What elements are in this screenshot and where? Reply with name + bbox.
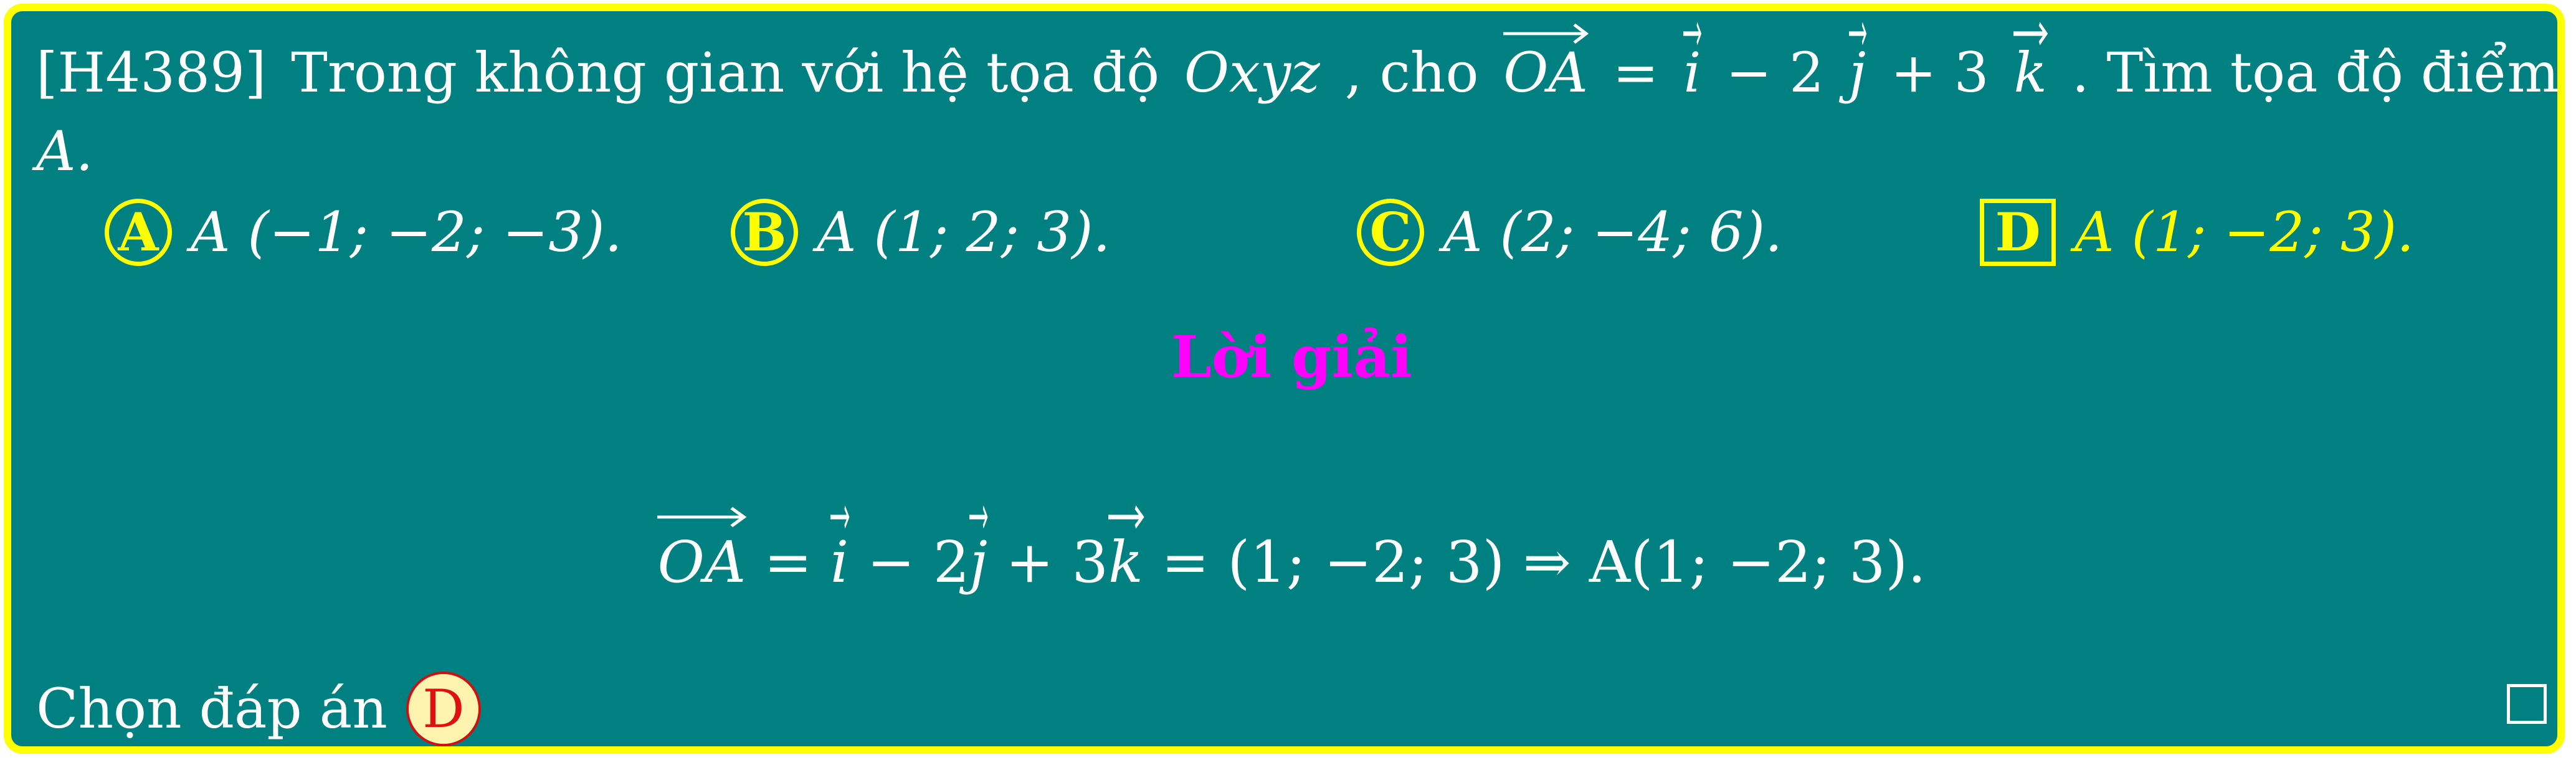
vector-arrow-icon <box>1849 22 1866 45</box>
solution-equation <box>11 522 2572 603</box>
vector-arrow-icon <box>969 506 987 528</box>
option-c-text: A (2; −4; 6). <box>1443 200 1783 264</box>
option-a[interactable] <box>105 195 622 270</box>
chosen-answer-badge: D <box>406 672 481 746</box>
minus-two: − 2 <box>1726 40 1824 105</box>
chosen-answer <box>36 672 481 746</box>
equation-result: = (1; −2; 3) ⇒ A(1; −2; 3). <box>1143 529 1926 596</box>
chosen-answer-label: Chọn đáp án <box>36 677 387 741</box>
vector-i: i <box>830 522 848 603</box>
solution-title: Lời giải <box>1171 323 1412 391</box>
question-text-given: , cho <box>1344 40 1479 105</box>
vector-k: k <box>2013 39 2046 107</box>
question-id: [H4389] <box>36 40 267 105</box>
vector-arrow-icon <box>1683 22 1701 45</box>
option-b[interactable] <box>731 195 1110 270</box>
vector-arrow-icon <box>1503 22 1588 45</box>
coordinate-system: Oxyz <box>1184 40 1320 105</box>
vector-arrow-icon <box>2013 22 2046 45</box>
equals-sign: = <box>746 529 830 596</box>
option-b-text: A (1; 2; 3). <box>817 200 1111 264</box>
vector-arrow-icon <box>657 506 746 528</box>
vector-k: k <box>1108 522 1143 603</box>
plus-three: + 3 <box>987 529 1109 596</box>
vector-OA: OA <box>657 522 746 603</box>
vector-i: i <box>1683 39 1701 107</box>
option-b-marker: B <box>731 199 798 266</box>
question-text-before: Trong không gian với hệ tọa độ <box>291 40 1160 105</box>
minus-two: − 2 <box>848 529 970 596</box>
vector-arrow-icon <box>1108 506 1143 528</box>
option-c[interactable] <box>1357 195 1782 270</box>
question-line-2: A. <box>36 119 93 183</box>
option-a-text: A (−1; −2; −3). <box>191 200 622 264</box>
vector-j: j <box>969 522 987 603</box>
question-text-after: . Tìm tọa độ điểm <box>2071 40 2559 105</box>
option-a-marker: A <box>105 199 172 266</box>
option-c-marker: C <box>1357 199 1424 266</box>
vector-OA: OA <box>1503 39 1588 107</box>
option-d[interactable] <box>1980 195 2414 270</box>
equals-sign: = <box>1612 40 1659 105</box>
question-line-1 <box>36 39 2559 107</box>
option-d-marker: D <box>1980 199 2056 266</box>
qed-square-icon <box>2507 684 2547 724</box>
option-d-text: A (1; −2; 3). <box>2075 200 2415 264</box>
plus-three: + 3 <box>1890 40 1989 105</box>
vector-j: j <box>1849 39 1866 107</box>
vector-arrow-icon <box>830 506 848 528</box>
question-card <box>4 4 2565 754</box>
